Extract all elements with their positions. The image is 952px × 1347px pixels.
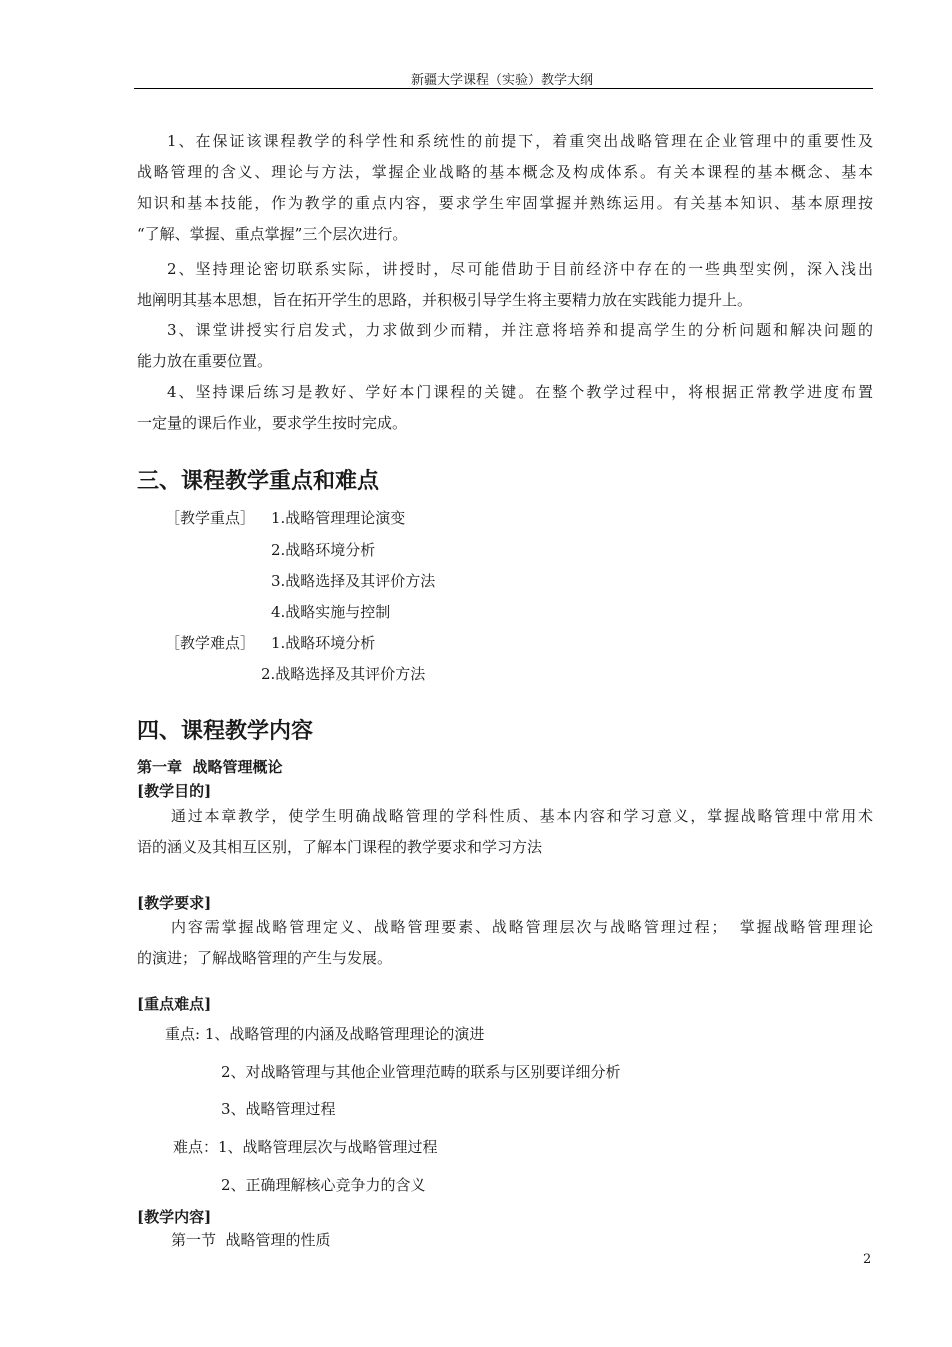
difficulty-prefix: 难点： — [173, 1138, 219, 1156]
chapter-title: 第一章 战略管理概论 — [137, 758, 283, 776]
section-1-title: 第一节 战略管理的性质 — [171, 1231, 331, 1249]
focus-item: 1、战略管理的内涵及战略管理理论的演进 — [204, 1025, 485, 1043]
section2-item-1 — [137, 126, 873, 250]
section4-heading: 四、课程教学内容 — [137, 718, 314, 744]
objective-paragraph — [137, 801, 873, 863]
paragraph-line: 通过本章教学，使学生明确战略管理的学科性质、基本内容和学习意义，掌握战略管理中常用术 — [171, 807, 873, 825]
page-number: 2 — [863, 1252, 872, 1267]
key-point-item: 4.战略实施与控制 — [271, 603, 391, 621]
section2-item-3 — [137, 315, 873, 377]
key-point-item: 2.战略环境分析 — [271, 541, 376, 559]
section3-heading: 三、课程教学重点和难点 — [137, 468, 380, 494]
difficulty-line-1 — [173, 1136, 438, 1157]
requirement-paragraph — [137, 912, 873, 974]
page-header-title: 新疆大学课程（实验）教学大纲 — [410, 73, 593, 88]
difficulty-item: 1、战略管理层次与战略管理过程 — [218, 1138, 438, 1156]
paragraph-line: 一定量的课后作业，要求学生按时完成。 — [137, 414, 408, 432]
content-label: [教学内容] — [137, 1208, 212, 1226]
paragraph-line: 1、在保证该课程教学的科学性和系统性的前提下，着重突出战略管理在企业管理中的重要性及 — [167, 132, 873, 150]
focus-prefix: 重点: — [165, 1025, 205, 1043]
requirement-label: [教学要求] — [137, 894, 212, 912]
focus-line-1 — [165, 1023, 484, 1044]
paragraph-line: 战略管理的含义、理论与方法，掌握企业战略的基本概念及构成体系。有关本课程的基本概念、基本 — [137, 163, 873, 181]
focus-item: 3、战略管理过程 — [221, 1100, 336, 1118]
paragraph-line: 地阐明其基本思想，旨在拓开学生的思路，并积极引导学生将主要精力放在实践能力提升上。 — [137, 291, 753, 309]
key-point-item: 1.战略管理理论演变 — [271, 509, 406, 527]
paragraph-line: 知识和基本技能，作为教学的重点内容，要求学生牢固掌握并熟练运用。有关基本知识、基本原理按 — [137, 194, 873, 212]
focus-label: [重点难点] — [137, 995, 212, 1013]
paragraph-line: 的演进；了解战略管理的产生与发展。 — [137, 949, 393, 967]
paragraph-line: 3、课堂讲授实行启发式，力求做到少而精，并注意将培养和提高学生的分析问题和解决问题的 — [167, 321, 873, 339]
header-rule — [134, 88, 873, 89]
paragraph-line: 2、坚持理论密切联系实际，讲授时，尽可能借助于目前经济中存在的一些典型实例，深入浅出 — [167, 260, 873, 278]
difficulty-item: 2、正确理解核心竞争力的含义 — [221, 1176, 426, 1194]
focus-item: 2、对战略管理与其他企业管理范畴的联系与区别要详细分析 — [221, 1063, 621, 1081]
paragraph-line: 语的涵义及其相互区别，了解本门课程的教学要求和学习方法 — [137, 838, 543, 856]
key-points-label: ［教学重点］ — [165, 509, 256, 527]
paragraph-line: 4、坚持课后练习是教好、学好本门课程的关键。在整个教学过程中，将根据正常教学进度布置 — [167, 383, 873, 401]
section2-item-4 — [137, 377, 873, 439]
section2-item-2 — [137, 254, 873, 316]
difficult-point-item: 2.战略选择及其评价方法 — [261, 665, 426, 683]
paragraph-line: 能力放在重要位置。 — [137, 352, 273, 370]
objective-label: [教学目的] — [137, 782, 212, 800]
paragraph-line: 内容需掌握战略管理定义、战略管理要素、战略管理层次与战略管理过程； 掌握战略管理理论 — [171, 918, 873, 936]
key-point-item: 3.战略选择及其评价方法 — [271, 572, 436, 590]
difficult-points-label: ［教学难点］ — [165, 634, 256, 652]
difficult-point-item: 1.战略环境分析 — [271, 634, 376, 652]
paragraph-line: “了解、掌握、重点掌握”三个层次进行。 — [137, 225, 408, 243]
